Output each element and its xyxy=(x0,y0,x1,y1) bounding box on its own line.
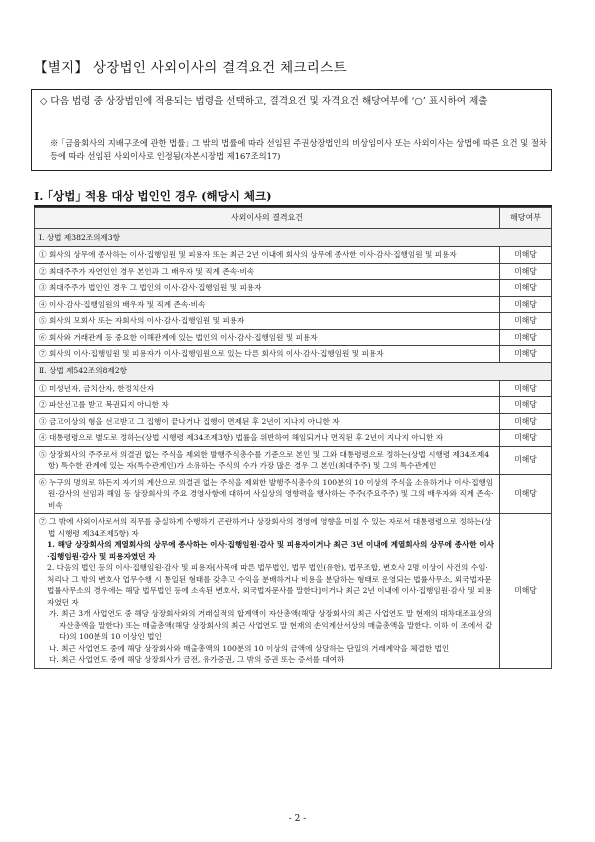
table-row xyxy=(35,446,552,474)
header-result: 해당여부 xyxy=(500,208,552,229)
row-result[interactable]: 미해당 xyxy=(500,280,552,297)
row-result[interactable]: 미해당 xyxy=(500,296,552,313)
row-text: ⑤ 회사의 모회사 또는 자회사의 이사·감사·집행임원 및 피용자 xyxy=(39,316,245,325)
section-heading xyxy=(34,188,554,204)
row-text: ④ 이사·감사·집행임원의 배우자 및 직계 존속·비속 xyxy=(39,299,206,309)
table-row xyxy=(35,280,552,297)
row-result[interactable]: 미해당 xyxy=(500,263,552,280)
row7-item-ga: 가. 최근 3개 사업연도 중 해당 상장회사와의 거래실적의 합계액이 자산총액(해당 상장회사의 최근 사업연도 말 현재의 대차대조표상의 자산총액을 말한다) 또는 매출총액(해당 상장회사의 최근 사업연도 말 현재의 손익계산서상의 매출총액을 말한다. 이하 이 조에서 같다)의 100분의 10 이상인 법인 xyxy=(49,609,493,641)
table-row xyxy=(35,430,552,447)
table-row xyxy=(35,247,552,264)
page-title: 【별지】 상장법인 사외이사의 결격요건 체크리스트 xyxy=(34,60,347,76)
instruction-box xyxy=(31,89,552,171)
instruction-text: ◇ 다음 법령 중 상장법인에 적용되는 법령을 선택하고, 결격요건 및 자격요건 해당여부에 ‘○’ 표시하여 제출 xyxy=(40,96,488,107)
table-row xyxy=(35,313,552,330)
table-row xyxy=(35,380,552,397)
row-text: ① 회사의 상무에 종사하는 이사·집행임원 및 피용자 또는 최근 2년 이내에 회사의 상무에 종사한 이사·감사·집행임원 및 피용자 xyxy=(39,250,457,259)
checklist-table xyxy=(34,207,552,669)
table-row xyxy=(35,296,552,313)
table-row xyxy=(35,397,552,414)
row-text: ⑦ 회사의 이사·집행임원 및 피용자가 이사·집행임원으로 있는 다른 회사의 이사·감사·집행임원 및 피용자 xyxy=(39,349,384,358)
row-result[interactable]: 미해당 xyxy=(500,247,552,264)
row-text: ③ 금고이상의 형을 선고받고 그 집행이 끝나거나 집행이 면제된 후 2년이 지나지 아니한 자 xyxy=(39,416,340,426)
row-text: ⑥ 회사와 거래관계 등 중요한 이해관계에 있는 법인의 이사·감사·집행임원 및 피용자 xyxy=(39,332,318,342)
table-row xyxy=(35,346,552,363)
row-text: ⑥ 누구의 명의로 하든지 자기의 계산으로 의결권 없는 주식을 제외한 발행주식총수의 100분의 10 이상의 주식을 소유하거나 이사·집행임원·감사의 선임과 해임 등 상장회사의 주요 경영사항에 대하여 사실상의 영향력을 행사하는 주주(주요주주) 및 그의 배우자와 직계 존속·비속 xyxy=(39,477,494,510)
table-row xyxy=(35,329,552,346)
table-row xyxy=(35,263,552,280)
row-result[interactable]: 미해당 xyxy=(500,430,552,447)
row7-item2: 2. 다음의 법인 등의 이사·집행임원·감사 및 피용자[사목에 따른 법무법인, 법무 법인(유한), 법무조합, 변호사 2명 이상이 사건의 수임·처리나 그 밖의 변호사 업무수행 시 통일된 형태를 갖추고 수익을 분배하거나 비용을 분담하는 형태로 운영되는 법률사무소, 외국법자문법률사무소의 경우에는 해당 법무법인 등에 소속된 변호사, 외국법자문사를 말한다]이거나 최근 2년 이내에 이사·집행임원·감사 및 피용자였던 자 xyxy=(47,563,492,607)
table-row xyxy=(35,514,552,669)
subsection-1: Ⅰ. 상법 제382조의제3항 xyxy=(35,229,552,247)
row7-item-na: 나. 최근 사업연도 중에 해당 상장회사와 매출총액의 100분의 10 이상의 금액에 상당하는 단일의 거래계약을 체결한 법인 xyxy=(49,643,450,653)
row-text: ④ 대통령령으로 별도로 정하는(상법 시행령 제34조제3항) 법률을 위반하여 해임되거나 면직된 후 2년이 지나지 아니한 자 xyxy=(39,433,444,442)
subsection-2: Ⅱ. 상법 제542조의8제2항 xyxy=(35,362,552,380)
page-number: - 2 - xyxy=(288,814,307,824)
row-result[interactable]: 미해당 xyxy=(500,514,552,669)
row-result[interactable]: 미해당 xyxy=(500,313,552,330)
row-result[interactable]: 미해당 xyxy=(500,413,552,430)
row-text: ⑤ 상장회사의 주주로서 의결권 없는 주식을 제외한 발행주식총수를 기준으로 본인 및 그와 대통령령으로 정하는(상법 시행령 제34조제4항) 특수한 관계에 있는 자(특수관계인)가 소유하는 주식의 수가 가장 많은 경우 그 본인(최대주주) 및 그의 특수관계인 xyxy=(39,449,490,470)
row-result[interactable]: 미해당 xyxy=(500,329,552,346)
row-text: ① 미성년자, 금치산자, 한정치산자 xyxy=(39,383,155,393)
row-result[interactable]: 미해당 xyxy=(500,346,552,363)
instruction-note: ※ ｢금융회사의 지배구조에 관한 법률｣ 그 밖의 법률에 따라 선임된 주권상장법인의 비상임이사 또는 사외이사는 상법에 따른 요건 및 절차 등에 따라 선임된 사외이사로 인정됨(자본시장법 제167조의17) xyxy=(50,138,547,161)
row-text: ② 최대주주가 자연인인 경우 본인과 그 배우자 및 직계 존속·비속 xyxy=(39,266,255,276)
header-requirement: 사외이사의 결격요건 xyxy=(35,208,500,229)
table-row xyxy=(35,413,552,430)
section-title: Ⅰ. ｢상법｣ 적용 대상 법인인 경우 (해당시 체크) xyxy=(34,189,272,203)
row-result[interactable]: 미해당 xyxy=(500,380,552,397)
row-text: ③ 최대주주가 법인인 경우 그 법인의 이사·감사·집행임원 및 피용자 xyxy=(39,283,262,292)
row-result[interactable]: 미해당 xyxy=(500,397,552,414)
row-text: ② 파산선고를 받고 복권되지 아니한 자 xyxy=(39,400,169,409)
row-result[interactable]: 미해당 xyxy=(500,474,552,514)
table-row xyxy=(35,474,552,514)
row7-item1: 1. 해당 상장회사의 계열회사의 상무에 종사하는 이사·집행임원·감사 및 피용자이거나 최근 3년 이내에 계열회사의 상무에 종사한 이사·집행임원·감사 및 피용자였던 자 xyxy=(47,540,494,561)
row7-intro: ⑦ 그 밖에 사외이사로서의 직무를 충실하게 수행하기 곤란하거나 상장회사의 경영에 영향을 미칠 수 있는 자로서 대통령령으로 정하는(상법 시행령 제34조제5항) 자 xyxy=(39,517,492,538)
row-result[interactable]: 미해당 xyxy=(500,446,552,474)
row7-item-da: 다. 최근 사업연도 중에 해당 상장회사가 금전, 유가증권, 그 밖의 증권 또는 증서를 대여하 xyxy=(49,655,345,664)
